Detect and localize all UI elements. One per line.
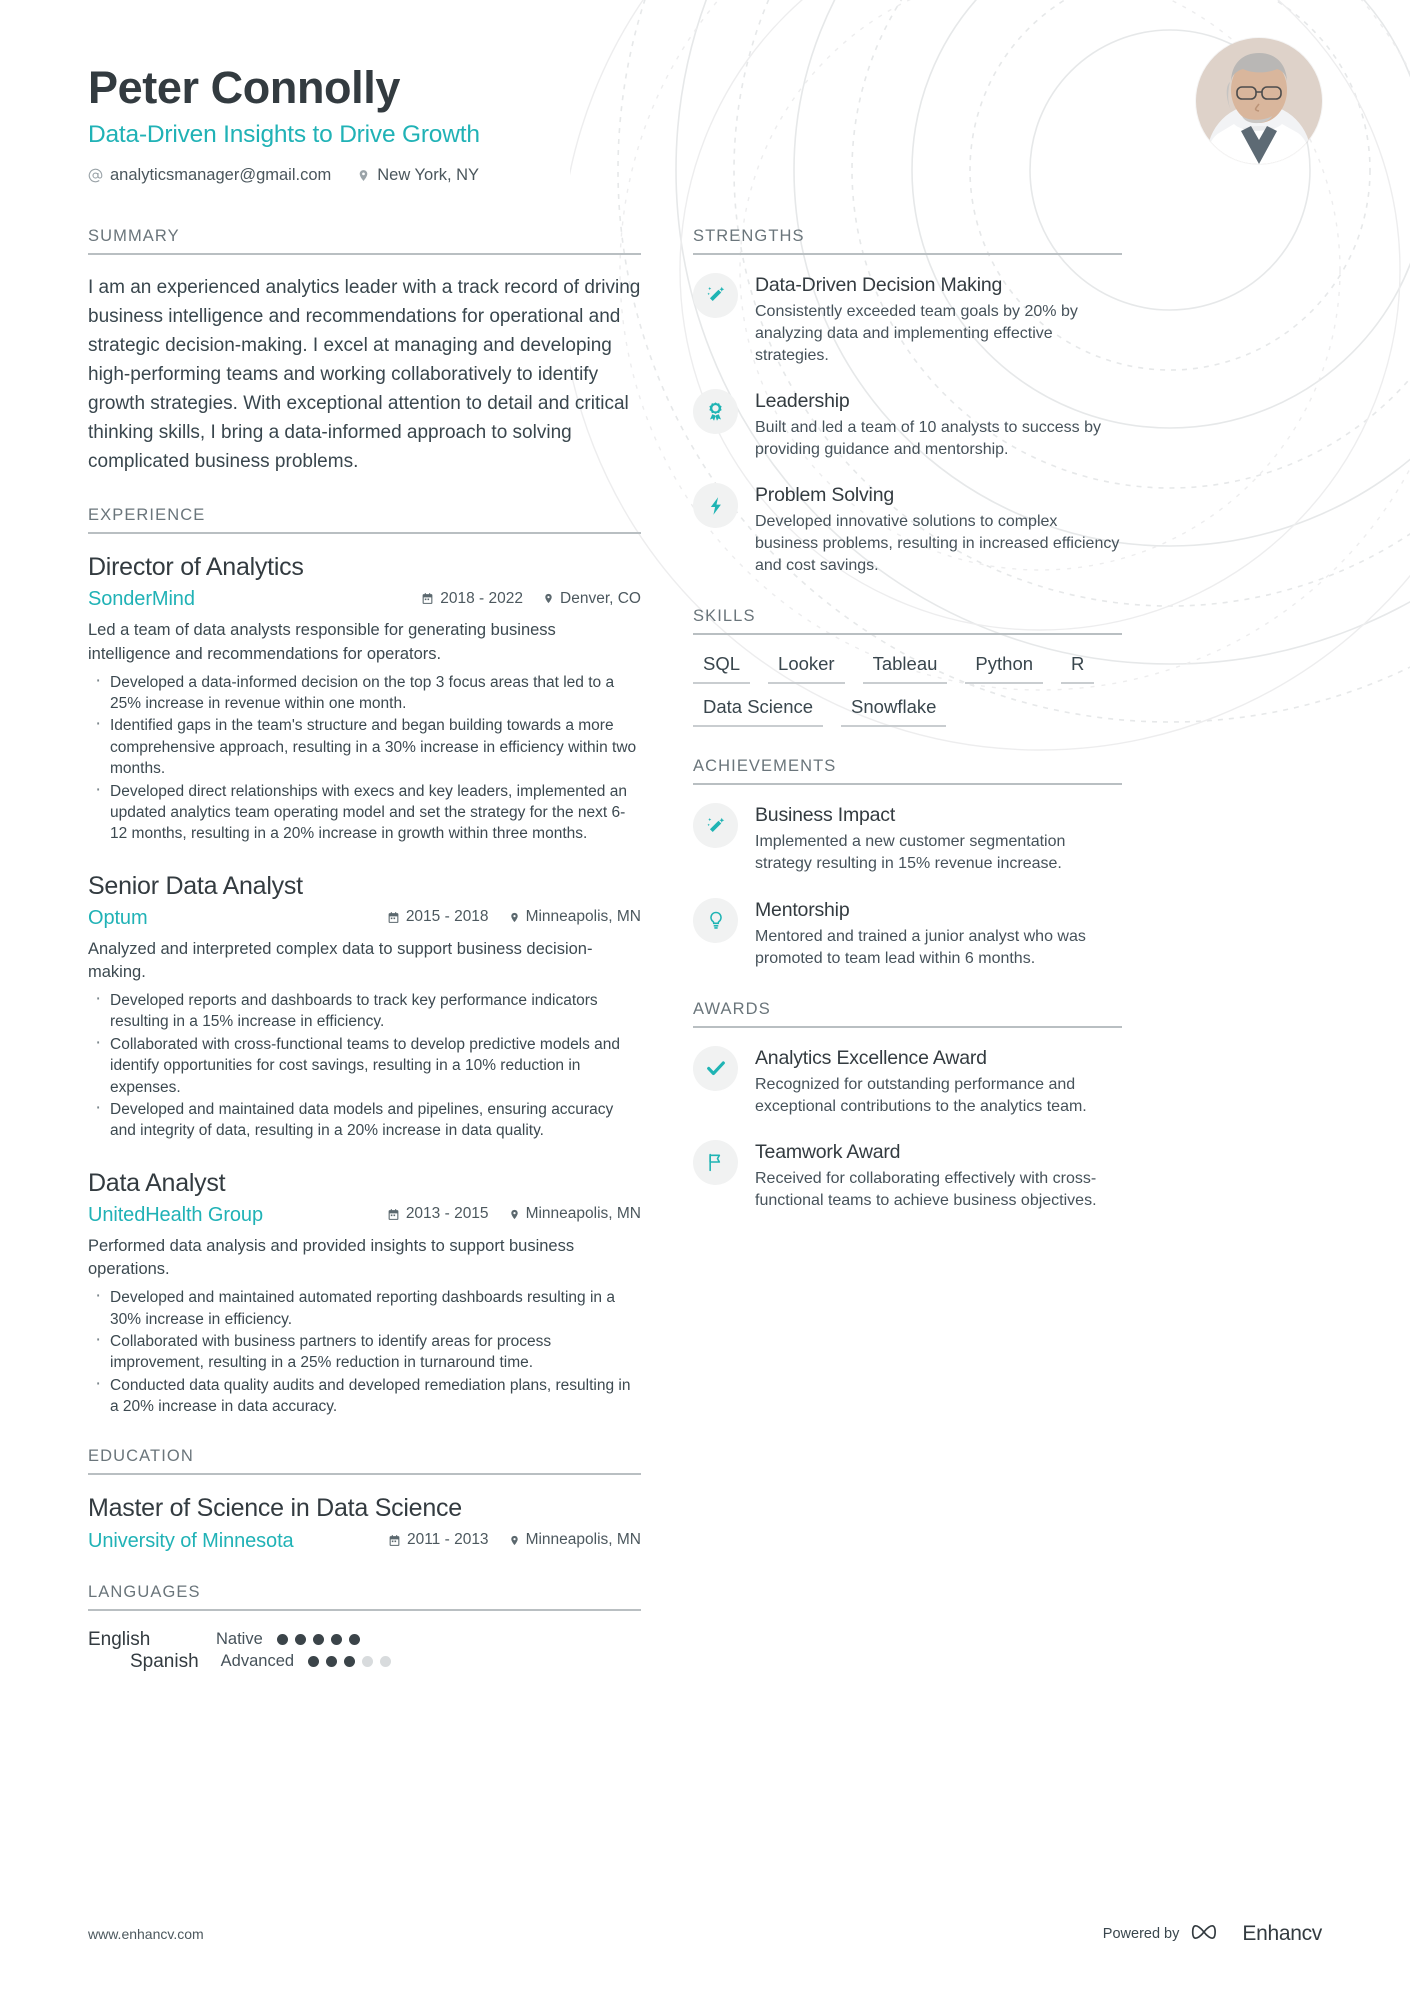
skill-chip[interactable]: Python (965, 653, 1043, 684)
enhancv-logo-icon (1191, 1921, 1233, 1947)
location-text: Minneapolis, MN (525, 908, 641, 926)
awards-section (693, 1000, 1122, 1212)
skill-chip[interactable]: R (1061, 653, 1094, 684)
achievement-description: Mentored and trained a junior analyst who was promoted to team lead within 6 months. (755, 927, 1086, 967)
job-title: Director of Analytics (88, 553, 304, 582)
job-location (509, 1205, 641, 1223)
skill-chip[interactable]: Tableau (863, 653, 948, 684)
list-item: · Collaborated with business partners to identify areas for process improvement, resulting in a 25% reduction in turnaround time. (88, 1331, 641, 1374)
languages-section (88, 1583, 641, 1673)
language-rating (308, 1656, 391, 1667)
list-item: · Identified gaps in the team's structure and began building towards a more comprehensive approach, resulting in a 30% increase in efficiency within two months. (88, 715, 641, 779)
skills-heading: SKILLS (693, 607, 756, 626)
divider (693, 253, 1122, 255)
map-pin-icon (357, 168, 370, 183)
company-name[interactable]: SonderMind (88, 588, 195, 611)
at-icon (88, 168, 103, 183)
divider (88, 1609, 641, 1611)
brand-name: Enhancv (1242, 1922, 1322, 1945)
strength-item (693, 389, 1122, 461)
languages-heading: LANGUAGES (88, 1582, 201, 1601)
summary-text: I am an experienced analytics leader with a track record of driving business intelligence and recommendations for operational and strategic decision-making. I excel at managing and developing high-performing teams and working collaboratively to identify growth strategies. With exceptional attention to detail and critical thinking skills, I bring a data-informed approach to solving complicated business problems. (88, 276, 641, 473)
award-item (693, 1140, 1122, 1212)
contact-location (357, 166, 479, 185)
list-item: · Conducted data quality audits and developed remediation plans, resulting in a 20% increase in data accuracy. (88, 1375, 641, 1418)
left-column (88, 227, 641, 1703)
award-item (693, 1046, 1122, 1118)
list-item: · Developed reports and dashboards to track key performance indicators resulting in a 15% increase in efficiency. (88, 990, 641, 1033)
skill-chip[interactable]: Snowflake (841, 696, 946, 727)
summary-section (88, 227, 641, 476)
achievement-title: Mentorship (755, 898, 850, 921)
right-column (693, 227, 1122, 1703)
location-text: Minneapolis, MN (525, 1205, 641, 1223)
education-dates (388, 1531, 489, 1549)
job-dates (387, 908, 489, 926)
location-text: Minneapolis, MN (525, 1531, 641, 1549)
achievement-item (693, 803, 1122, 875)
job-location (509, 908, 641, 926)
skills-list (693, 653, 1122, 727)
language-level: Native (216, 1630, 263, 1649)
divider (693, 1026, 1122, 1028)
job-dates (387, 1205, 489, 1223)
job-bullets (88, 1287, 641, 1417)
job-description: Led a team of data analysts responsible for generating business intelligence and recommendations for operators. (88, 621, 556, 663)
map-pin-icon (509, 1534, 520, 1547)
calendar-icon (388, 1534, 401, 1547)
skills-section (693, 607, 1122, 727)
website-link[interactable]: www.enhancv.com (88, 1926, 204, 1942)
job-location (543, 590, 641, 608)
rating-dot (331, 1634, 342, 1645)
award-description: Received for collaborating effectively with cross-functional teams to achieve business objectives. (755, 1169, 1097, 1209)
divider (693, 783, 1122, 785)
job-bullets (88, 990, 641, 1142)
rating-dot (295, 1634, 306, 1645)
achievement-title: Business Impact (755, 804, 896, 827)
rating-dot (380, 1656, 391, 1667)
job-bullets (88, 672, 641, 845)
achievements-heading: ACHIEVEMENTS (693, 757, 837, 776)
footer (88, 1921, 1322, 1947)
dates-text: 2011 - 2013 (406, 1531, 489, 1549)
brand[interactable] (1191, 1921, 1322, 1947)
calendar-icon (387, 1208, 400, 1221)
job-title: Data Analyst (88, 1168, 226, 1197)
lightbulb-icon (693, 898, 738, 943)
divider (88, 253, 641, 255)
check-icon (693, 1046, 738, 1091)
experience-entry (88, 1168, 641, 1418)
calendar-icon (387, 911, 400, 924)
company-name[interactable]: UnitedHealth Group (88, 1203, 263, 1226)
award-title: Teamwork Award (755, 1140, 901, 1163)
strength-description: Consistently exceeded team goals by 20% by analyzing data and implementing effective strategies. (755, 302, 1078, 364)
list-item: · Developed and maintained automated reporting dashboards resulting in a 30% increase in efficiency. (88, 1287, 641, 1330)
lightning-bolt-icon (693, 483, 738, 528)
strength-title: Leadership (755, 389, 850, 412)
education-heading: EDUCATION (88, 1447, 194, 1466)
skill-chip[interactable]: SQL (693, 653, 750, 684)
strength-description: Developed innovative solutions to complex business problems, resulting in increased efficiency and cost savings. (755, 513, 1120, 575)
dates-text: 2015 - 2018 (405, 908, 489, 926)
experience-section (88, 506, 641, 1417)
job-dates (421, 590, 523, 608)
rating-dot (277, 1634, 288, 1645)
job-description: Performed data analysis and provided insights to support business operations. (88, 1236, 575, 1279)
award-title: Analytics Excellence Award (755, 1046, 987, 1069)
divider (88, 532, 641, 534)
rating-dot (344, 1656, 355, 1667)
language-level: Advanced (220, 1652, 295, 1671)
degree-title: Master of Science in Data Science (88, 1494, 462, 1523)
job-title: Senior Data Analyst (88, 871, 303, 900)
language-item (88, 1629, 360, 1651)
powered-by (1103, 1921, 1322, 1947)
language-name: English (88, 1628, 151, 1650)
magic-wand-icon (693, 273, 738, 318)
headline: Data-Driven Insights to Drive Growth (88, 120, 480, 148)
education-entry (88, 1493, 641, 1552)
strength-title: Problem Solving (755, 484, 894, 507)
rating-dot (308, 1656, 319, 1667)
powered-by-label: Powered by (1102, 1926, 1180, 1942)
strength-item (693, 273, 1122, 367)
achievement-item (693, 898, 1122, 970)
experience-entry (88, 552, 641, 844)
strength-item (693, 483, 1122, 577)
calendar-icon (421, 592, 434, 605)
strength-description: Built and led a team of 10 analysts to success by providing guidance and mentorship. (755, 418, 1101, 459)
skill-chip[interactable]: Data Science (693, 696, 823, 727)
magic-wand-icon (693, 803, 738, 848)
education-location (509, 1531, 641, 1549)
award-description: Recognized for outstanding performance and exceptional contributions to the analytics team. (755, 1075, 1087, 1115)
map-pin-icon (509, 1208, 520, 1221)
school-name[interactable]: University of Minnesota (88, 1529, 294, 1552)
list-item: · Collaborated with cross-functional teams to develop predictive models and identify opportunities for cost savings, resulting in a 10% reduction in expenses. (88, 1034, 641, 1098)
rating-dot (313, 1634, 324, 1645)
divider (693, 633, 1122, 635)
dates-text: 2018 - 2022 (440, 589, 524, 607)
list-item: · Developed direct relationships with execs and key leaders, implemented an updated analytics team operating model and set the strategy for the next 6-12 months, resulting in a 20% increase in growth within three months. (88, 781, 641, 845)
achievement-description: Implemented a new customer segmentation strategy resulting in 15% revenue increase. (755, 833, 1066, 873)
rating-dot (326, 1656, 337, 1667)
language-list (88, 1629, 641, 1673)
company-name[interactable]: Optum (88, 906, 148, 929)
map-pin-icon (509, 911, 520, 924)
page-title: Peter Connolly (88, 62, 400, 113)
experience-heading: EXPERIENCE (88, 506, 206, 525)
map-pin-icon (543, 592, 554, 605)
language-rating (277, 1634, 360, 1645)
flag-icon (693, 1140, 738, 1185)
divider (88, 1473, 641, 1475)
awards-heading: AWARDS (693, 999, 771, 1018)
dates-text: 2013 - 2015 (405, 1205, 489, 1223)
achievements-section (693, 757, 1122, 969)
strength-title: Data-Driven Decision Making (755, 273, 1003, 296)
education-section (88, 1447, 641, 1552)
resume-header (88, 0, 1322, 185)
skill-chip[interactable]: Looker (768, 653, 845, 684)
strengths-heading: STRENGTHS (693, 226, 805, 245)
language-item (130, 1651, 391, 1673)
location-text: Denver, CO (560, 589, 641, 607)
email-text: analyticsmanager@gmail.com (110, 165, 332, 184)
contact-row (88, 166, 1322, 185)
language-name: Spanish (130, 1650, 199, 1672)
list-item: · Developed and maintained data models and pipelines, ensuring accuracy and integrity of data, resulting in a 20% increase in data quality. (88, 1099, 641, 1142)
job-description: Analyzed and interpreted complex data to support business decision-making. (88, 939, 593, 981)
contact-email[interactable] (88, 166, 331, 185)
strengths-section (693, 227, 1122, 578)
award-ribbon-icon (693, 389, 738, 434)
experience-entry (88, 871, 641, 1142)
summary-heading: SUMMARY (88, 226, 180, 245)
rating-dot (349, 1634, 360, 1645)
location-text: New York, NY (377, 165, 480, 184)
rating-dot (362, 1656, 373, 1667)
list-item: · Developed a data-informed decision on the top 3 focus areas that led to a 25% increase in revenue within one month. (88, 672, 641, 715)
avatar (1196, 38, 1322, 164)
